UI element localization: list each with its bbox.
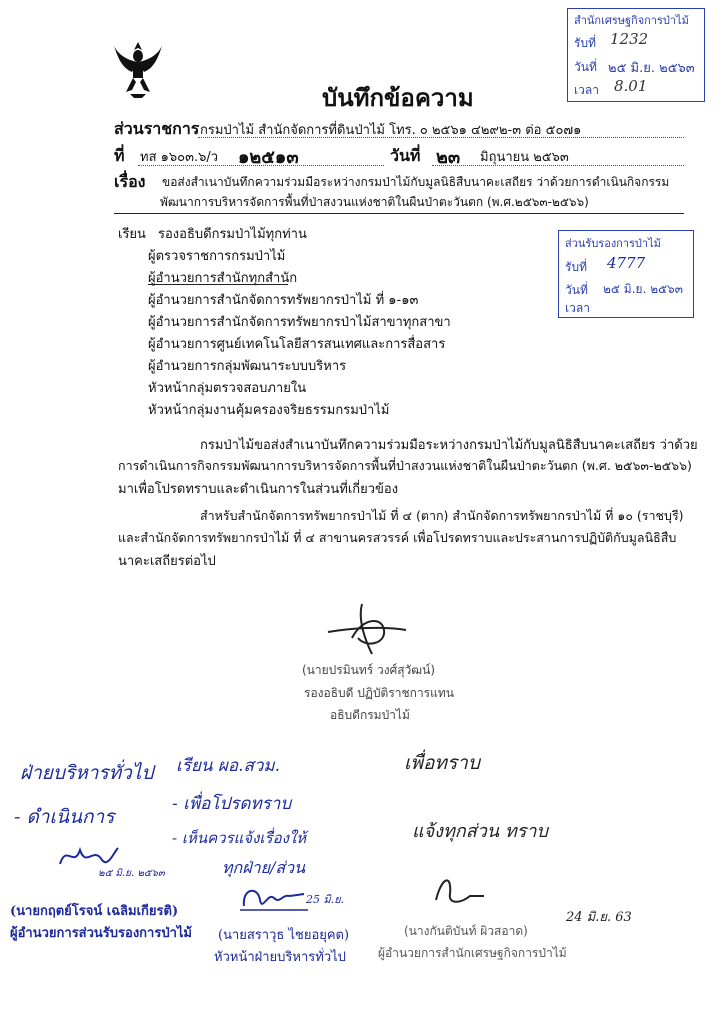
stamp-recv-value: 1232 [610, 30, 649, 48]
garuda-emblem [112, 38, 164, 98]
director-signature [322, 598, 412, 658]
subject-label: เรื่อง [114, 172, 146, 191]
stamp-date-value: ๒๕ มิ.ย. ๒๕๖๓ [603, 282, 684, 296]
recipient-item: หัวหน้ากลุ่มงานคุ้มครองจริยธรรมกรมป่าไม้ [148, 403, 390, 418]
date-day: ๒๓ [436, 147, 461, 168]
stamp-time-label: เวลา [565, 301, 590, 315]
subject-line1: ขอส่งสำเนาบันทึกความร่วมมือระหว่างกรมป่าไม้กับมูลนิธิสืบนาคะเสถียร ว่าด้วยการดำเนินกิจกรรม [162, 175, 670, 189]
recipient-item: ผู้อำนวยการสำนักจัดการทรัพยากรป่าไม้สาขาทุกสาขา [148, 315, 451, 330]
signer-position2: อธิบดีกรมป่าไม้ [330, 708, 410, 722]
stamp-time-value: 8.01 [614, 77, 648, 95]
handwritten-date: 25 มิ.ย. [306, 893, 345, 906]
handwritten-date: ๒๕ มิ.ย. ๒๕๖๓ [98, 868, 165, 879]
stamp-date-label: วันที่ [574, 60, 597, 74]
signer-right-position: ผู้อำนวยการสำนักเศรษฐกิจการป่าไม้ [378, 946, 567, 960]
body-p2-line: และสำนักจัดการทรัพยากรป่าไม้ ที่ ๔ สาขานครสวรรค์ เพื่อโปรดทราบและประสานการปฏิบัติกับมูลนิธิสืบ [118, 530, 677, 545]
handwritten-note: เพื่อทราบ [404, 752, 480, 774]
division-value: กรมป่าไม้ สำนักจัดการที่ดินป่าไม้ โทร. ๐ ๒๕๖๑ ๔๒๙๒-๓ ต่อ ๕๐๗๑ [200, 123, 582, 138]
handwritten-note: แจ้งทุกส่วน ทราบ [412, 821, 548, 842]
recipient-item: ผู้อำนวยการสำนักจัดการทรัพยากรป่าไม้ ที่ ๑-๑๓ [148, 293, 419, 308]
ref-value: ทส ๑๖๐๓.๖/ว [140, 150, 219, 165]
stamp-recv-label: รับที่ [565, 260, 587, 274]
stamp-time-label: เวลา [574, 83, 599, 97]
handwritten-note: - เพื่อโปรดทราบ [172, 794, 292, 814]
recipient-item: ผู้ตรวจราชการกรมป่าไม้ [148, 249, 286, 264]
date-rest: มิถุนายน ๒๕๖๓ [480, 150, 569, 165]
salutation: เรียน [118, 227, 146, 242]
ref-number: ๑๒๕๑๓ [238, 147, 299, 168]
signer-mid-name: (นายสราวุธ ไชยอยุคต) [218, 928, 350, 943]
mid-initial-signature [238, 880, 308, 916]
ref-label: ที่ [114, 146, 125, 165]
stamp-date-label: วันที่ [565, 283, 588, 297]
recipient-item: หัวหน้ากลุ่มตรวจสอบภายใน [148, 381, 307, 396]
signer-name: (นายปรมินทร์ วงศ์สุวัฒน์) [302, 663, 436, 677]
signer-position1: รองอธิบดี ปฏิบัติราชการแทน [304, 686, 454, 700]
division-label: ส่วนราชการ [114, 119, 200, 138]
handwritten-note: - เห็นควรแจ้งเรื่องให้ [172, 829, 307, 847]
signer-mid-position: หัวหน้าฝ่ายบริหารทั่วไป [214, 950, 346, 965]
handwritten-note: ฝ่ายบริหารทั่วไป [20, 762, 154, 784]
stamp-office: ส่วนรับรองการป่าไม้ [565, 237, 661, 250]
date-label: วันที่ [390, 146, 421, 165]
recipient-item: ผู้อำนวยการกลุ่มพัฒนาระบบบริหาร [148, 359, 347, 374]
recipient-item: ผู้อำนวยการศูนย์เทคโนโลยีสารสนเทศและการสื่อสาร [148, 337, 446, 352]
subject-line2: พัฒนาการบริหารจัดการพื้นที่ป่าสงวนแห่งชาติในผืนป่าตะวันตก (พ.ศ.๒๕๖๓-๒๕๖๖) [160, 195, 589, 209]
recipient-item: รองอธิบดีกรมป่าไม้ทุกท่าน [158, 227, 307, 242]
recipient-underline [148, 284, 288, 285]
stamp-date-value: ๒๕ มิ.ย. ๒๕๖๓ [608, 61, 695, 76]
body-p2-line: สำหรับสำนักจัดการทรัพยากรป่าไม้ ที่ ๔ (ตาก) สำนักจัดการทรัพยากรป่าไม้ ที่ ๑๐ (ราชบุรี) [200, 508, 684, 523]
signer-right-name: (นางกันติบันท์ ผิวสอาด) [404, 924, 528, 938]
memo-title: บันทึกข้อความ [322, 84, 474, 112]
stamp-recv-label: รับที่ [574, 36, 596, 50]
handwritten-note: - ดำเนินการ [14, 806, 115, 828]
signer-left-position: ผู้อำนวยการส่วนรับรองการป่าไม้ [10, 926, 192, 941]
body-p1-line: กรมป่าไม้ขอส่งสำเนาบันทึกความร่วมมือระหว่างกรมป่าไม้กับมูลนิธิสืบนาคะเสถียร ว่าด้วย [200, 438, 698, 453]
right-initial-signature [430, 870, 490, 910]
received-stamp-mid [558, 230, 694, 318]
stamp-recv-value: 4777 [607, 254, 646, 272]
body-p2-line: นาคะเสถียรต่อไป [118, 554, 216, 569]
body-p1-line: การดำเนินการกิจกรรมพัฒนาการบริหารจัดการพื้นที่ป่าสงวนแห่งชาติในผืนป่าตะวันตก (พ.ศ. ๒๕๖๓-๒๕๖๖) [118, 458, 692, 473]
recipient-item: ผู้อำนวยการสำนักทุกสำนัก [148, 271, 298, 286]
received-stamp-top [567, 8, 705, 102]
handwritten-note: เรียน ผอ.สวม. [176, 756, 281, 776]
handwritten-note: ทุกฝ่าย/ส่วน [222, 858, 306, 877]
signer-left-name: (นายกฤตย์โรจน์ เฉลิมเกียรติ) [10, 904, 179, 919]
body-p1-line: มาเพื่อโปรดทราบและดำเนินการในส่วนที่เกี่ยวข้อง [118, 482, 399, 497]
stamp-office: สำนักเศรษฐกิจการป่าไม้ [574, 14, 689, 27]
handwritten-date: 24 มิ.ย. 63 [566, 910, 632, 925]
